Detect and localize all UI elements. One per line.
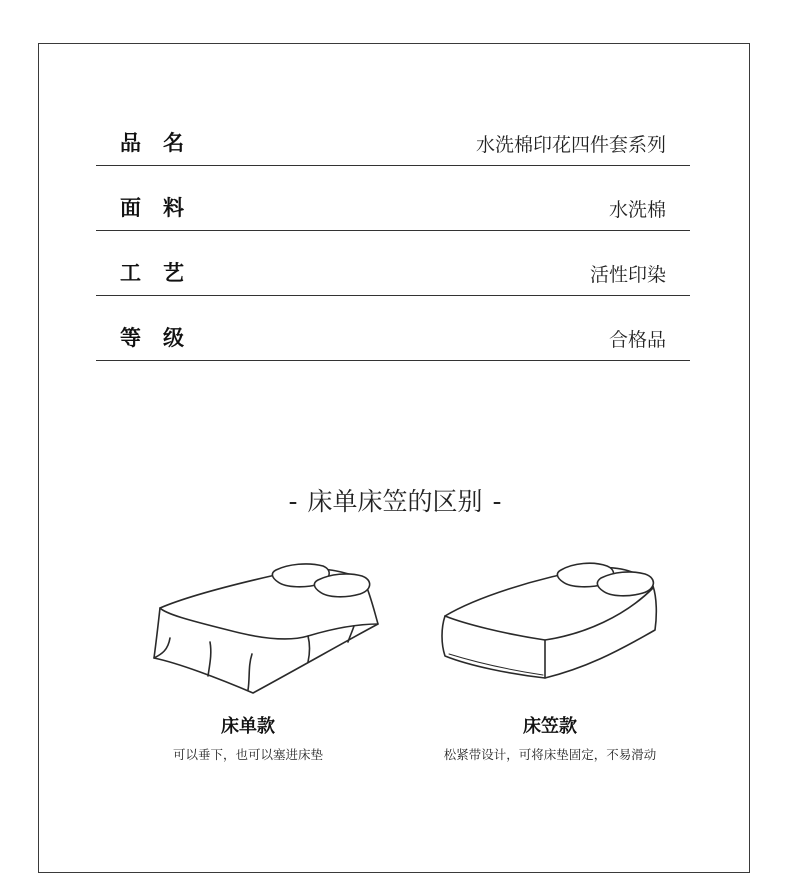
spec-value: 合格品: [608, 329, 666, 351]
spec-table: [96, 112, 690, 361]
spec-row-fabric: [96, 177, 690, 231]
spec-value: 水洗棉印花四件套系列: [475, 134, 666, 156]
fitted-sheet-title: 床笠款: [523, 716, 577, 737]
section-title: [0, 482, 790, 518]
section-title-text: 床单床笠的区别: [307, 487, 483, 516]
spec-label: 面料: [120, 196, 206, 220]
spec-label: 工艺: [120, 261, 206, 285]
flat-sheet-bed-icon: [148, 558, 388, 703]
title-dash-left: -: [288, 487, 298, 516]
spec-value: 水洗棉: [608, 199, 666, 221]
fitted-sheet-desc: 松紧带设计，可将床垫固定，不易滑动: [443, 747, 657, 762]
flat-sheet-title: 床单款: [221, 716, 275, 737]
title-dash-right: -: [492, 487, 502, 516]
spec-row-name: [96, 112, 690, 166]
spec-row-grade: [96, 307, 690, 361]
flat-sheet-desc: 可以垂下，也可以塞进床垫: [172, 747, 323, 762]
fitted-sheet-bed-icon: [435, 558, 665, 683]
spec-label: 等级: [120, 326, 206, 350]
spec-label: 品名: [120, 131, 206, 155]
spec-row-craft: [96, 242, 690, 296]
spec-value: 活性印染: [589, 264, 666, 286]
